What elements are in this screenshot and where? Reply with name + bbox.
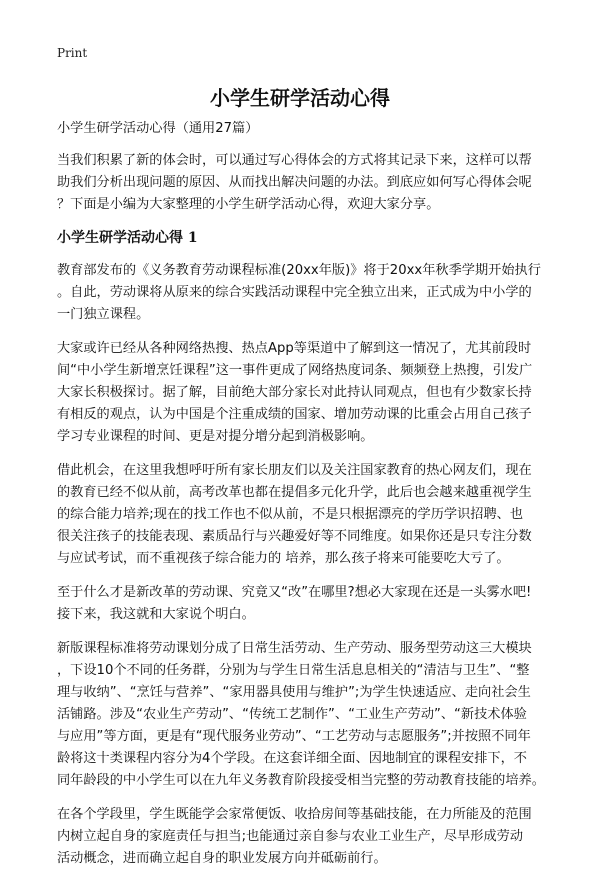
- intro-paragraph: 当我们积累了新的体会时，可以通过写心得体会的方式将其记录下来，这样可以帮 助我们分析出现问题的原因、从而找出解决问题的办法。到底应如何写心得体会呢 ？下面是小编为大家整理的小学生研学活动心得，欢迎大家分享。: [57, 153, 532, 212]
- paragraph: 借此机会，在这里我想呼吁所有家长朋友们以及关注国家教育的热心网友们，现在 的教育已经不似从前，高考改革也都在提倡多元化升学，此后也会越来越重视学生 的综合能力培养;现在的找工作也不似从前，不是只根据漂亮的学历学识招聘、也 很关注孩子的技能表现、素质品行与兴趣爱好等不同维度。如果你还是只专注分数 与应试考试，而不重视孩子综合能力的 培养，那么孩子将来可能要吃大亏了。: [57, 463, 532, 566]
- document-subtitle: 小学生研学活动心得（通用27篇）: [57, 121, 259, 136]
- paragraph: 新版课程标准将劳动课划分成了日常生活劳动、生产劳动、服务型劳动这三大模块 ，下设10个不同的任务群，分别为与学生日常生活息息相关的“清洁与卫生”、“整 理与收纳”、“烹饪与营养”、“家用器具使用与维护”;为学生快速适应、走向社会生 活铺路。涉及“农业生产劳动”、“传统工艺制作”、“工业生产劳动”、“新技术体验 与应用”等方面，更是有“现代服务业劳动”、“工艺劳动与志愿服务”;并按照不同年 龄将这十类课程内容分为4个学段。在这套详细全面、因地制宜的课程安排下，不 同年龄段的中小学生可以在九年义务教育阶段接受相当完整的劳动教育技能的培养。: [57, 641, 545, 788]
- paragraph: 在各个学段里，学生既能学会家常便饭、收拾房间等基础技能，在力所能及的范围 内树立起自身的家庭责任与担当;也能通过亲自参与农业工业生产，尽早形成劳动 活动概念，进而确立起自身的职业发展方向并砥砺前行。: [57, 807, 532, 866]
- section-heading: 小学生研学活动心得 1: [57, 230, 198, 246]
- document-body: [57, 120, 547, 882]
- print-link[interactable]: Print: [57, 46, 88, 60]
- paragraph: 大家或许已经从各种网络热搜、热点App等渠道中了解到这一情况了，尤其前段时 间“中小学生新增烹饪课程”这一事件更成了网络热度词条、频频登上热搜，引发广 大家长积极探讨。据了解，目前绝大部分家长对此持认同观点，但也有少数家长持 有相反的观点，认为中国是个注重成绩的国家、增加劳动课的比重会占用自己孩子 学习专业课程的时间、更是对提分增分起到消极影响。: [57, 341, 533, 444]
- paragraph: 教育部发布的《义务教育劳动课程标准(20xx年版)》将于20xx年秋季学期开始执行 。自此，劳动课将从原来的综合实践活动课程中完全独立出来，正式成为中小学的 一门独立课程。: [57, 263, 541, 322]
- document-title: 小学生研学活动心得: [210, 86, 390, 110]
- paragraph: 至于什么才是新改革的劳动课、究竟又“改”在哪里?想必大家现在还是一头雾水吧! 接下来，我这就和大家说个明白。: [57, 585, 532, 622]
